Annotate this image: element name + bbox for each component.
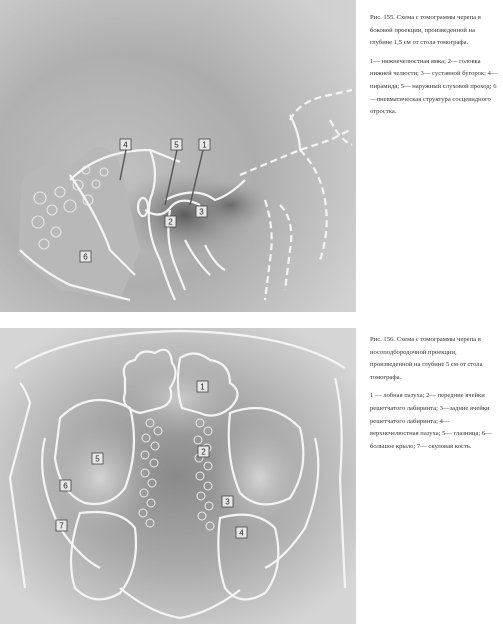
- figure-155-tomogram: [0, 0, 356, 312]
- figure-156-label-3: [222, 496, 233, 507]
- figure-156-tomogram: [0, 328, 356, 624]
- figure-155-label-3: [196, 206, 207, 217]
- figure-156-label-1: [197, 381, 208, 392]
- svg-text:3: 3: [225, 497, 230, 507]
- svg-text:5: 5: [95, 454, 100, 464]
- svg-text:7: 7: [59, 521, 64, 531]
- figure-155-label-5: [171, 139, 182, 150]
- figure-156-label-2: [198, 446, 209, 457]
- figure-155-caption-block: [370, 12, 498, 125]
- svg-text:2: 2: [168, 217, 173, 227]
- figure-156-drawing: [0, 328, 356, 624]
- figure-155-label-2: [165, 216, 176, 227]
- figure-155-legend: 1— нижнечелюстная ямка; 2— головка нижней челюсти; 3— суставной бугорок; 4— пирамида; 5— наружный слуховой проход; 6—пневматическая структура сосцевидного отростка.: [370, 57, 498, 116]
- svg-text:6: 6: [83, 252, 88, 262]
- figure-156-label-7: [56, 520, 67, 531]
- figure-155-label-6: [80, 251, 91, 262]
- figure-156-label-6: [60, 480, 71, 491]
- figure-156-legend: 1 — лобная пазуха; 2— передние ячейки решетчатого лабиринта; 3—задние ячейки решетчатого лабиринта; 4— верхнечелюстная пазуха; 5— глазница; 6— большое крыло; 7— скуловая кость.: [370, 392, 492, 450]
- svg-text:2: 2: [201, 447, 206, 457]
- figure-155-label-4: [120, 139, 131, 150]
- svg-text:6: 6: [63, 481, 68, 491]
- figure-156-label-4: [236, 527, 247, 538]
- svg-text:1: 1: [200, 382, 205, 392]
- figure-155-drawing: [0, 0, 356, 312]
- figure-155-caption: Рис. 155. Схема с томограммы черепа в боковой проекции, произведенной на глубине 1,5 см от стола томографа.: [370, 14, 481, 47]
- figure-156-caption: Рис. 156. Схема с томограммы черепа в носоподбородочной проекции, произведенной на глубине 5 см от стола томографа.: [370, 336, 483, 381]
- svg-text:3: 3: [199, 207, 204, 217]
- figure-155-label-1: [199, 139, 210, 150]
- svg-text:5: 5: [174, 140, 179, 150]
- svg-text:4: 4: [239, 528, 244, 538]
- figure-156-label-5: [92, 453, 103, 464]
- svg-text:1: 1: [202, 140, 207, 150]
- svg-text:4: 4: [123, 140, 128, 150]
- figure-156-caption-block: [370, 334, 498, 459]
